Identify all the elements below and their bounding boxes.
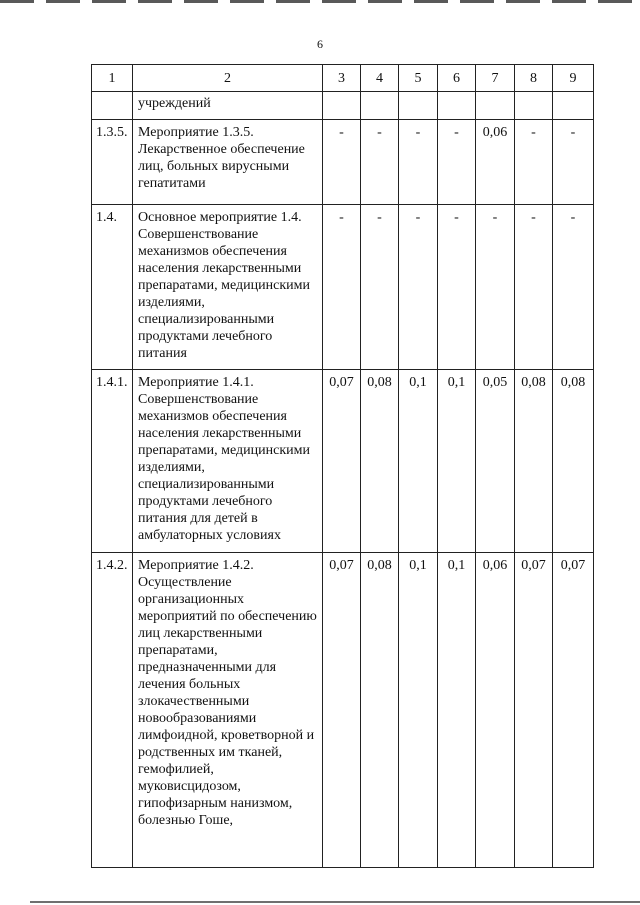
table-row xyxy=(92,120,594,205)
row-value xyxy=(361,92,399,120)
row-value: 0,06 xyxy=(476,120,515,205)
row-value: - xyxy=(515,120,553,205)
row-value: 0,07 xyxy=(515,553,553,868)
header-cell-3: 3 xyxy=(323,65,361,92)
row-code: 1.4. xyxy=(92,205,133,370)
row-value: 0,07 xyxy=(323,553,361,868)
row-value: - xyxy=(399,205,438,370)
page-number: 6 xyxy=(317,37,323,51)
table-row xyxy=(92,370,594,553)
header-cell-1: 1 xyxy=(92,65,133,92)
measures-table xyxy=(91,64,594,868)
row-code: 1.4.2. xyxy=(92,553,133,868)
row-value: 0,1 xyxy=(438,553,476,868)
row-value xyxy=(323,92,361,120)
row-value: 0,1 xyxy=(438,370,476,553)
row-value xyxy=(515,92,553,120)
header-cell-7: 7 xyxy=(476,65,515,92)
row-value: 0,08 xyxy=(361,553,399,868)
row-value: - xyxy=(361,205,399,370)
row-value: - xyxy=(399,120,438,205)
row-value: 0,1 xyxy=(399,370,438,553)
row-value xyxy=(438,92,476,120)
row-value: - xyxy=(323,120,361,205)
row-value xyxy=(476,92,515,120)
header-row xyxy=(92,65,594,92)
row-value: - xyxy=(438,120,476,205)
row-value: 0,06 xyxy=(476,553,515,868)
header-cell-6: 6 xyxy=(438,65,476,92)
row-code xyxy=(92,92,133,120)
row-value: 0,08 xyxy=(515,370,553,553)
row-value: - xyxy=(438,205,476,370)
row-value: 0,05 xyxy=(476,370,515,553)
table-row xyxy=(92,92,594,120)
header-cell-5: 5 xyxy=(399,65,438,92)
row-value: - xyxy=(553,120,594,205)
header-cell-9: 9 xyxy=(553,65,594,92)
table-row xyxy=(92,553,594,868)
header-cell-8: 8 xyxy=(515,65,553,92)
row-text: Основное мероприятие 1.4. Совершенствование механизмов обеспечения населения лекарственными препаратами, медицинскими изделиями, специализированными продуктами лечебного питания xyxy=(133,205,323,370)
row-value xyxy=(399,92,438,120)
row-value: 0,08 xyxy=(553,370,594,553)
row-value: - xyxy=(553,205,594,370)
row-value: 0,07 xyxy=(323,370,361,553)
row-value: 0,07 xyxy=(553,553,594,868)
row-value: - xyxy=(361,120,399,205)
row-value: - xyxy=(515,205,553,370)
row-value: - xyxy=(323,205,361,370)
scan-top-edge xyxy=(0,0,640,3)
header-cell-2: 2 xyxy=(133,65,323,92)
header-cell-4: 4 xyxy=(361,65,399,92)
row-text: Мероприятие 1.4.1. Совершенствование механизмов обеспечения населения лекарственными препаратами, медицинскими изделиями, специализированными продуктами лечебного питания для детей в амбулаторных условиях xyxy=(133,370,323,553)
row-value: 0,08 xyxy=(361,370,399,553)
table-row xyxy=(92,205,594,370)
row-value: 0,1 xyxy=(399,553,438,868)
row-text: Мероприятие 1.3.5. Лекарственное обеспечение лиц, больных вирусными гепатитами xyxy=(133,120,323,205)
scan-bottom-edge xyxy=(30,901,640,903)
row-value: - xyxy=(476,205,515,370)
row-text: Мероприятие 1.4.2. Осуществление организационных мероприятий по обеспечению лиц лекарственными препаратами, предназначенными для лечения больных злокачественными новообразованиями лимфоидной, кроветворной и родственных им тканей, гемофилией, муковисцидозом, гипофизарным нанизмом, болезнью Гоше, xyxy=(133,553,323,868)
row-code: 1.3.5. xyxy=(92,120,133,205)
row-code: 1.4.1. xyxy=(92,370,133,553)
row-text: учреждений xyxy=(133,92,323,120)
row-value xyxy=(553,92,594,120)
